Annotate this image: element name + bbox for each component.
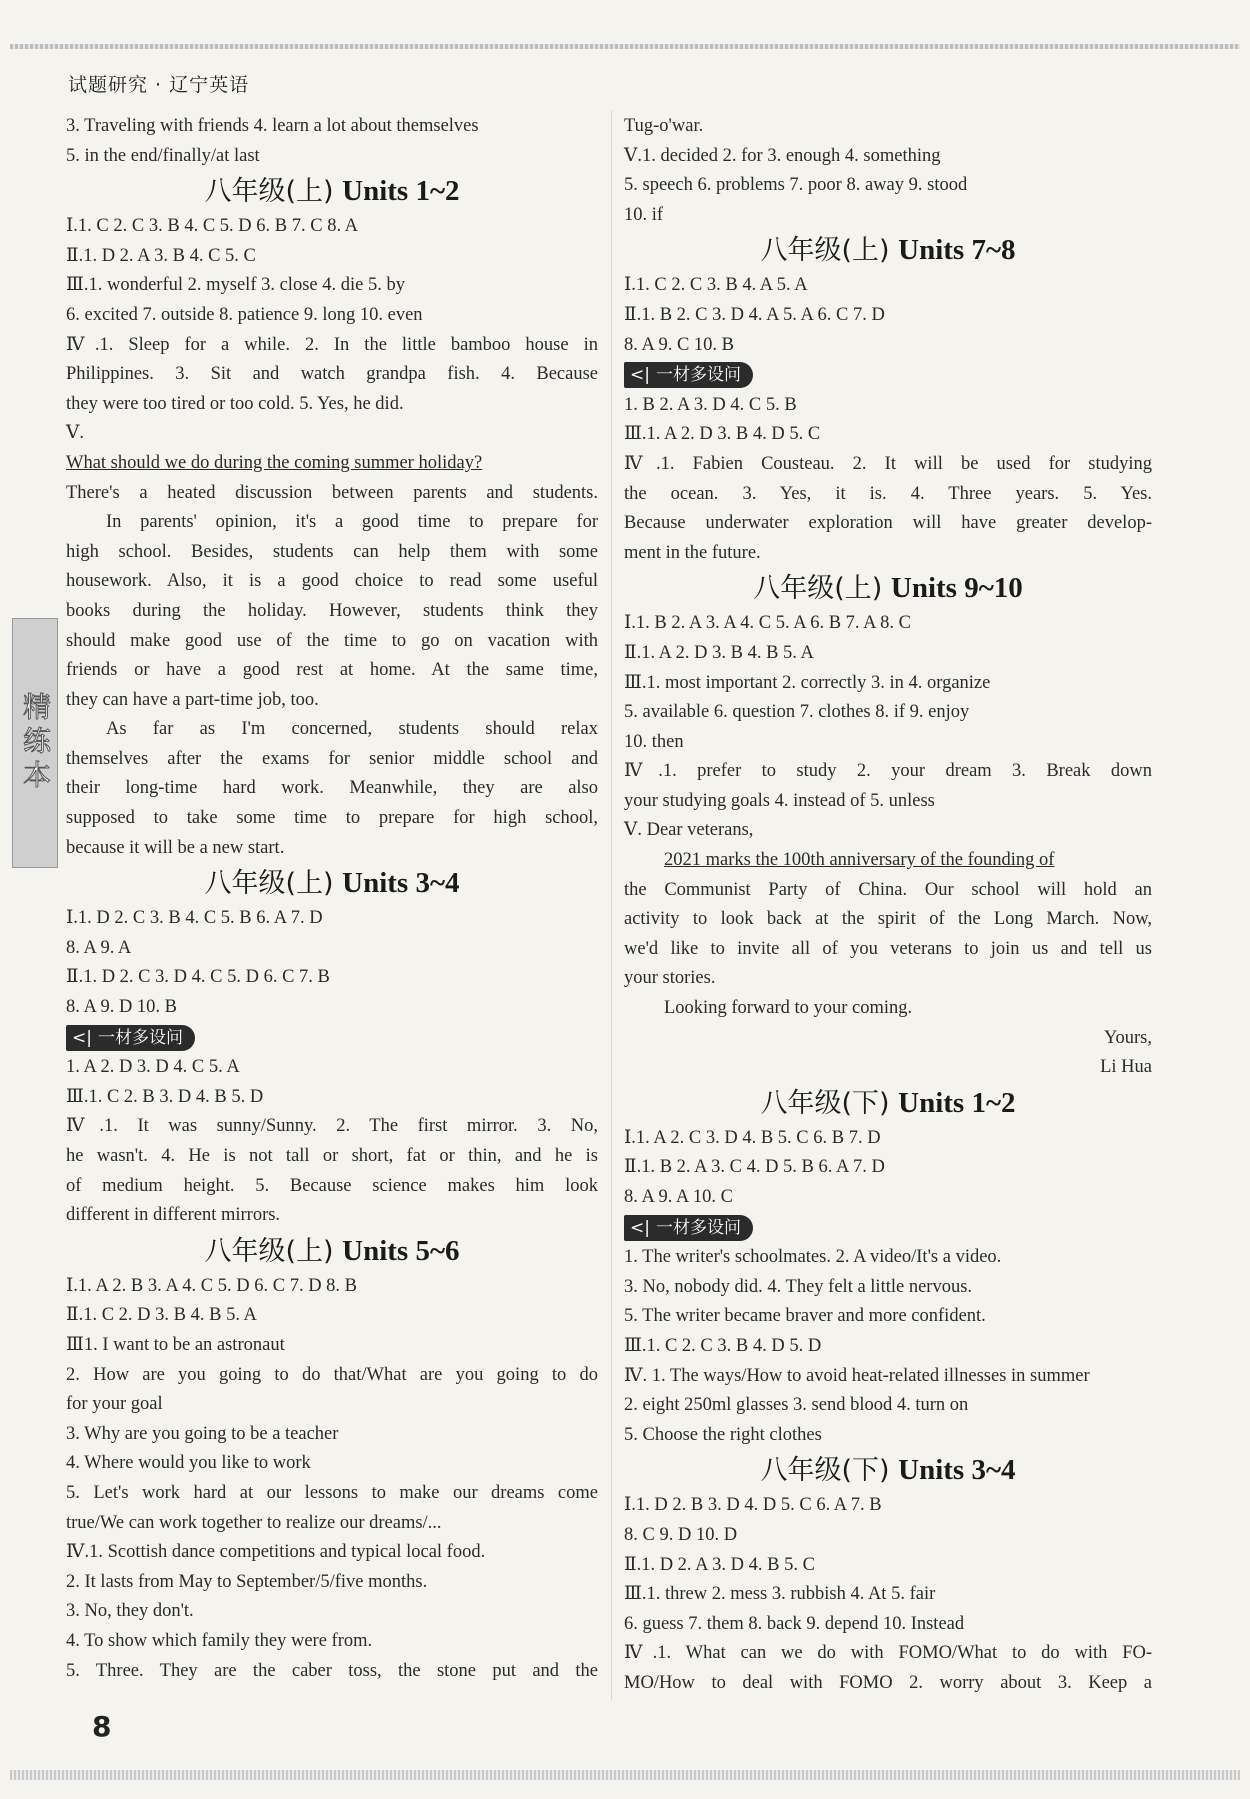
bottom-border [10, 1770, 1240, 1780]
answer-line: 2. How are you going to do that/What are you going to do [66, 1364, 598, 1385]
answer-line: your studying goals 4. instead of 5. unless [624, 790, 935, 811]
share-icon: <| [630, 365, 650, 386]
answer-line: Ⅰ.1. A 2. C 3. D 4. B 5. C 6. B 7. D [624, 1127, 881, 1148]
page-number: 8 [92, 1710, 112, 1743]
answer-line: Ⅴ. [66, 423, 84, 444]
answer-line: 3. No, nobody did. 4. They felt a little nervous. [624, 1276, 973, 1297]
section-badge [624, 362, 753, 388]
answer-line: Ⅲ.1. C 2. B 3. D 4. B 5. D [66, 1086, 264, 1107]
answer-line: Ⅴ.1. decided 2. for 3. enough 4. something [624, 145, 941, 166]
answer-line: 4. To show which family they were from. [66, 1630, 373, 1651]
answer-line: Ⅲ.1. wonderful 2. myself 3. close 4. die 5. by [66, 275, 405, 296]
answer-line: Ⅱ.1. B 2. C 3. D 4. A 5. A 6. C 7. D [624, 304, 885, 325]
answer-line: Ⅲ1. I want to be an astronaut [66, 1334, 285, 1355]
answer-line: Ⅳ.1. Sleep for a while. 2. In the little bamboo house in [66, 334, 598, 355]
answer-line: 5. Three. They are the caber toss, the stone put and the [66, 1660, 598, 1681]
share-icon: <| [72, 1027, 92, 1048]
answer-line: As far as I'm concerned, students should relax [106, 719, 598, 740]
answer-line: of medium height. 5. Because science makes him look [66, 1175, 598, 1196]
answer-line: In parents' opinion, it's a good time to prepare for [106, 512, 598, 533]
answer-line: Ⅰ.1. A 2. B 3. A 4. C 5. D 6. C 7. D 8. B [66, 1275, 358, 1296]
answer-line: they were too tired or too cold. 5. Yes, he did. [66, 393, 404, 414]
section-heading-grade: 八年级(上) [760, 235, 890, 267]
answer-line: friends or have a good rest at home. At the same time, [66, 660, 598, 681]
answer-line: 10. then [624, 731, 684, 752]
answer-line: 5. The writer became braver and more confident. [624, 1306, 986, 1327]
answer-line: Looking forward to your coming. [664, 998, 913, 1019]
section-heading [624, 1085, 1152, 1122]
section-heading-grade: 八年级(下) [760, 1087, 890, 1119]
answer-line: Yours, [1104, 1027, 1152, 1048]
section-badge-label: 一材多设问 [97, 1027, 183, 1048]
section-heading [66, 865, 598, 902]
answer-line: themselves after the exams for senior middle school and [66, 748, 598, 769]
answer-line: 2. eight 250ml glasses 3. send blood 4. turn on [624, 1395, 969, 1416]
section-heading-units: Units 5~6 [342, 1234, 460, 1267]
section-heading [66, 1233, 598, 1270]
side-tab-label: 精练本 [19, 692, 52, 794]
answer-line: Ⅳ. 1. The ways/How to avoid heat-related illnesses in summer [624, 1365, 1090, 1386]
answer-line: MO/How to deal with FOMO 2. worry about 3. Keep a [624, 1672, 1152, 1693]
answer-line: 1. B 2. A 3. D 4. C 5. B [624, 394, 797, 415]
answer-line: the Communist Party of China. Our school will hold an [624, 879, 1152, 900]
section-heading [624, 570, 1152, 607]
answer-line: their long-time hard work. Meanwhile, they are also [66, 778, 598, 799]
section-badge [624, 1215, 753, 1241]
answer-line: 8. A 9. A 10. C [624, 1187, 733, 1207]
answer-line: Because underwater exploration will have greater develop- [624, 513, 1152, 534]
answer-line: ment in the future. [624, 542, 761, 563]
answer-line: 4. Where would you like to work [66, 1453, 311, 1474]
answer-line: we'd like to invite all of you veterans to join us and tell us [624, 938, 1152, 959]
running-header: 试题研究 · 辽宁英语 [68, 74, 250, 96]
answer-line: 3. Traveling with friends 4. learn a lot about themselves [66, 116, 479, 136]
answer-line: he wasn't. 4. He is not tall or short, fat or thin, and he is [66, 1146, 598, 1166]
answer-line: Ⅲ.1. C 2. C 3. B 4. D 5. D [624, 1335, 822, 1356]
answer-line: Ⅰ.1. D 2. B 3. D 4. D 5. C 6. A 7. B [624, 1495, 882, 1516]
answer-line: 2021 marks the 100th anniversary of the founding of [664, 850, 1055, 871]
answer-line: 8. C 9. D 10. D [624, 1524, 738, 1545]
answer-line: high school. Besides, students can help them with some [66, 541, 598, 562]
left-column [66, 112, 598, 1686]
section-heading-grade: 八年级(上) [204, 176, 334, 208]
section-heading-grade: 八年级(上) [753, 573, 883, 605]
answer-line: 8. A 9. D 10. B [66, 997, 178, 1018]
answer-line: 3. Why are you going to be a teacher [66, 1423, 339, 1444]
answer-line: Ⅰ.1. C 2. C 3. B 4. C 5. D 6. B 7. C 8. A [66, 216, 359, 237]
answer-line: 1. The writer's schoolmates. 2. A video/It's a video. [624, 1247, 1002, 1268]
answer-line: 6. guess 7. them 8. back 9. depend 10. Instead [624, 1613, 965, 1634]
answer-line: 5. Let's work hard at our lessons to make our dreams come [66, 1482, 598, 1503]
top-border [10, 44, 1240, 49]
section-heading-grade: 八年级(上) [204, 1235, 334, 1267]
answer-line: 5. available 6. question 7. clothes 8. if 9. enjoy [624, 702, 970, 723]
answer-line: Ⅱ.1. D 2. A 3. B 4. C 5. C [66, 245, 256, 266]
section-badge-row [624, 1213, 1152, 1244]
section-badge-row [624, 360, 1152, 391]
answer-line: 2. It lasts from May to September/5/five months. [66, 1571, 428, 1592]
section-heading-grade: 八年级(上) [204, 868, 334, 900]
answer-line: Ⅰ.1. D 2. C 3. B 4. C 5. B 6. A 7. D [66, 908, 323, 929]
section-heading-units: Units 3~4 [898, 1454, 1016, 1487]
section-badge-row [66, 1023, 598, 1054]
answer-line: Ⅳ.1. It was sunny/Sunny. 2. The first mirror. 3. No, [66, 1116, 598, 1137]
answer-line: 6. excited 7. outside 8. patience 9. long 10. even [66, 304, 423, 325]
section-heading [624, 232, 1152, 269]
answer-line: supposed to take some time to prepare for high school, [66, 808, 598, 829]
answer-line: Ⅱ.1. B 2. A 3. C 4. D 5. B 6. A 7. D [624, 1157, 885, 1178]
answer-line: Ⅳ.1. prefer to study 2. your dream 3. Break down [624, 761, 1152, 782]
share-icon: <| [630, 1217, 650, 1238]
answer-line: 5. Choose the right clothes [624, 1424, 822, 1445]
answer-line: Ⅱ.1. D 2. A 3. D 4. B 5. C [624, 1554, 815, 1575]
answer-line: different in different mirrors. [66, 1205, 281, 1226]
answer-line: 1. A 2. D 3. D 4. C 5. A [66, 1057, 240, 1078]
answer-line: Ⅲ.1. A 2. D 3. B 4. D 5. C [624, 424, 821, 445]
section-heading-grade: 八年级(下) [760, 1455, 890, 1487]
answer-line: books during the holiday. However, students think they [66, 600, 598, 621]
answer-line: Ⅴ. Dear veterans, [624, 820, 754, 841]
answer-line: 5. speech 6. problems 7. poor 8. away 9. stood [624, 175, 968, 196]
section-heading-units: Units 1~2 [898, 1086, 1016, 1119]
answer-line: because it will be a new start. [66, 837, 285, 858]
answer-line: housework. Also, it is a good choice to read some useful [66, 571, 598, 592]
answer-line: Ⅳ.1. What can we do with FOMO/What to do with FO- [624, 1643, 1152, 1664]
section-badge [66, 1025, 195, 1051]
section-badge-label: 一材多设问 [655, 1217, 741, 1238]
answer-line: 3. No, they don't. [66, 1601, 194, 1622]
answer-line: should make good use of the time to go on vacation with [66, 630, 598, 651]
side-tab [12, 618, 58, 868]
section-heading-units: Units 3~4 [342, 867, 460, 900]
section-badge-label: 一材多设问 [655, 365, 741, 386]
answer-line: for your goal [66, 1394, 163, 1415]
answer-line: Ⅱ.1. A 2. D 3. B 4. B 5. A [624, 642, 814, 663]
answer-line: 8. A 9. C 10. B [624, 334, 734, 355]
answer-line: Ⅰ.1. C 2. C 3. B 4. A 5. A [624, 275, 808, 296]
section-heading-units: Units 9~10 [890, 572, 1023, 605]
answer-line: they can have a part-time job, too. [66, 689, 319, 710]
answer-line: 5. in the end/finally/at last [66, 145, 260, 166]
answer-line: 8. A 9. A [66, 937, 132, 958]
answer-line: Ⅰ.1. B 2. A 3. A 4. C 5. A 6. B 7. A 8. C [624, 613, 911, 634]
answer-line: true/We can work together to realize our dreams/... [66, 1512, 442, 1533]
answer-line: Ⅲ.1. most important 2. correctly 3. in 4. organize [624, 672, 991, 693]
answer-line: activity to look back at the spirit of the Long March. Now, [624, 909, 1152, 930]
answer-line: Ⅳ.1. Scottish dance competitions and typical local food. [66, 1542, 486, 1563]
answer-line: What should we do during the coming summer holiday? [66, 452, 483, 473]
answer-line: Ⅲ.1. threw 2. mess 3. rubbish 4. At 5. fair [624, 1584, 936, 1605]
answer-line: 10. if [624, 204, 664, 225]
answer-line: Li Hua [1100, 1057, 1152, 1078]
section-heading [624, 1452, 1152, 1489]
answer-line: Ⅱ.1. D 2. C 3. D 4. C 5. D 6. C 7. B [66, 967, 330, 988]
right-column [624, 112, 1152, 1699]
answer-line: Ⅳ.1. Fabien Cousteau. 2. It will be used for studying [624, 453, 1152, 474]
answer-line: Ⅱ.1. C 2. D 3. B 4. B 5. A [66, 1305, 257, 1326]
section-heading-units: Units 1~2 [342, 175, 460, 208]
answer-line: Philippines. 3. Sit and watch grandpa fish. 4. Because [66, 364, 598, 385]
answer-line: the ocean. 3. Yes, it is. 4. Three years. 5. Yes. [624, 483, 1152, 504]
answer-line: your stories. [624, 968, 716, 989]
answer-line: Tug-o'war. [624, 116, 704, 136]
answer-line: There's a heated discussion between parents and students. [66, 482, 598, 503]
section-heading [66, 173, 598, 210]
column-divider [611, 110, 612, 1700]
section-heading-units: Units 7~8 [898, 234, 1016, 267]
